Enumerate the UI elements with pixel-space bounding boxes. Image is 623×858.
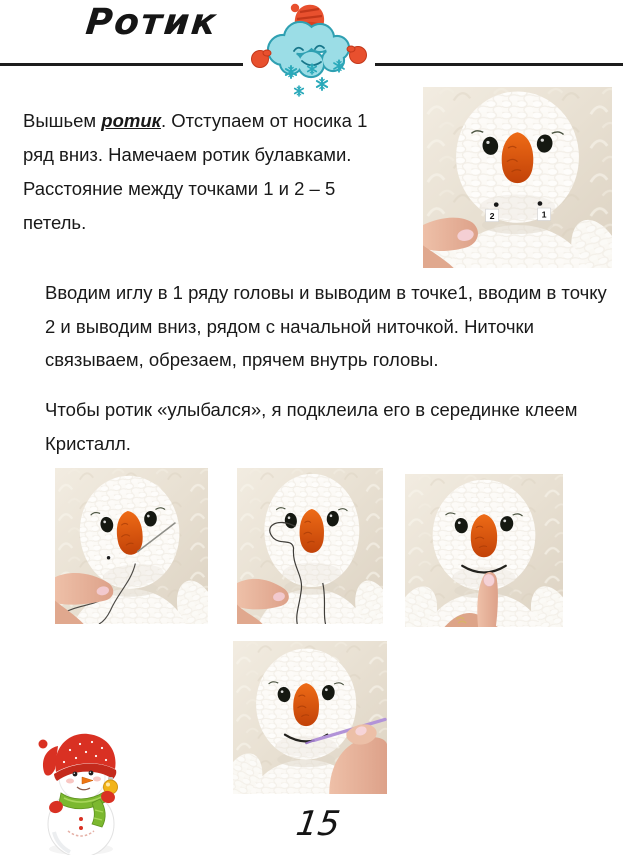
photo-glue-smile-image	[233, 641, 387, 794]
photo-thread-tie	[237, 468, 383, 624]
intro-paragraph	[23, 104, 368, 240]
svg-text:1: 1	[541, 209, 547, 220]
photo-finished-smile	[405, 474, 563, 627]
photo-finished-smile-image	[405, 474, 563, 627]
photo-needle-insert	[55, 468, 208, 624]
step-paragraph: Вводим иглу в 1 ряду головы и выводим в точке1, вводим в точку 2 и выводим вниз, рядом с начальной ниточкой. Ниточки связываем, обрезаем, прячем внутрь головы.	[45, 282, 607, 370]
page-title: Ротик	[83, 2, 220, 43]
snowman-clipart	[30, 722, 132, 855]
snowman-clipart-icon	[30, 722, 132, 855]
pin-label-1	[538, 208, 551, 220]
photo-glue-smile	[233, 641, 387, 794]
svg-text:2: 2	[489, 210, 495, 221]
glue-paragraph: Чтобы ротик «улыбался», я подклеила его в серединке клеем Кристалл.	[45, 399, 578, 454]
intro-post: . Отступаем от носика 1 ряд вниз. Намечаем ротик булавками. Расстояние между точками 1 и 2 – 5 петель.	[23, 110, 368, 233]
page-number: 15	[293, 804, 343, 844]
photo-thread-tie-image	[237, 468, 383, 624]
photo-mark-mouth-points	[423, 87, 612, 268]
intro-emphasis: ротик	[101, 110, 161, 131]
snow-cloud-icon	[243, 0, 375, 103]
snow-cloud-illustration	[243, 0, 375, 103]
intro-pre: Вышьем	[23, 110, 102, 131]
photo-mark-mouth-points-image	[423, 87, 612, 268]
pin-label-2	[486, 209, 499, 221]
photo-needle-insert-image	[55, 468, 208, 624]
